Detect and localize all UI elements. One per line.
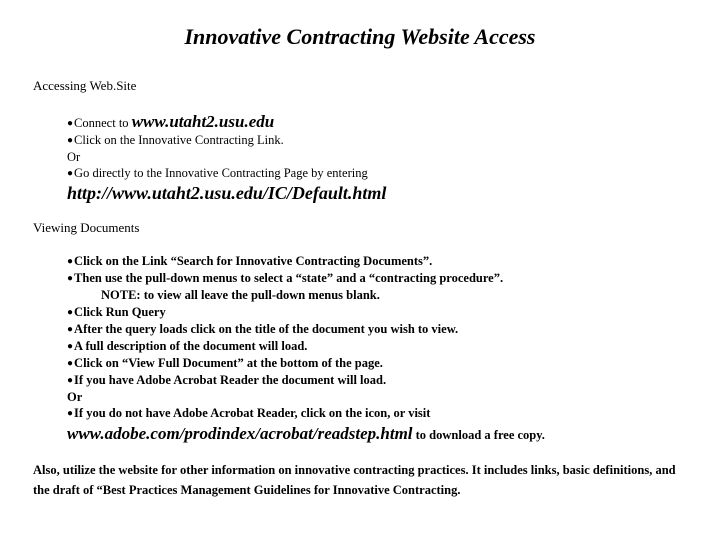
bullet-icon: ● xyxy=(67,358,74,369)
bullet-icon: ● xyxy=(67,341,74,352)
list-item-text: Then use the pull-down menus to select a “state” and a “contracting procedure”. xyxy=(74,271,504,285)
list-item xyxy=(67,373,386,388)
list-item xyxy=(67,406,430,421)
list-item-click-link xyxy=(67,133,284,148)
page-title: Innovative Contracting Website Access xyxy=(184,24,536,49)
adobe-url-link[interactable]: www.adobe.com/prodindex/acrobat/readstep.html xyxy=(67,424,413,443)
list-item xyxy=(67,356,383,371)
list-item-text: A full description of the document will load. xyxy=(74,339,308,353)
list-item xyxy=(67,254,432,269)
list-item-connect xyxy=(67,112,274,132)
list-item-text: Click on the Innovative Contracting Link. xyxy=(74,133,284,147)
list-item xyxy=(67,305,166,320)
connect-url-link[interactable]: www.utaht2.usu.edu xyxy=(131,112,275,131)
bullet-icon: ● xyxy=(67,256,74,267)
adobe-line xyxy=(67,424,545,444)
closing-paragraph: Also, utilize the website for other information on innovative contracting practices. It includes links, basic definitions, and the draft of “Best Practices Management Guidelines for Innovative Contracting. xyxy=(33,463,676,497)
list-item-text: If you do not have Adobe Acrobat Reader, click on the icon, or visit xyxy=(74,406,431,420)
bullet-icon: ● xyxy=(67,324,74,335)
note-text: NOTE: to view all leave the pull-down menus blank. xyxy=(101,288,380,302)
bullet-icon: ● xyxy=(67,273,74,284)
bullet-icon: ● xyxy=(67,168,74,179)
list-item-text: After the query loads click on the title of the document you wish to view. xyxy=(74,322,459,336)
bullet-icon: ● xyxy=(67,375,74,386)
adobe-suffix: to download a free copy. xyxy=(412,428,545,442)
list-item xyxy=(67,271,503,286)
connect-prefix: Connect to xyxy=(74,116,132,130)
list-item-text: Click on the Link “Search for Innovative Contracting Documents”. xyxy=(74,254,433,268)
list-item-text: If you have Adobe Acrobat Reader the document will load. xyxy=(74,373,387,387)
or-text: Or xyxy=(67,150,81,164)
list-item-text: Go directly to the Innovative Contracting Page by entering xyxy=(74,166,368,180)
list-item-text: Click on “View Full Document” at the bottom of the page. xyxy=(74,356,383,370)
or-text: Or xyxy=(67,390,83,404)
list-item-go-directly xyxy=(67,166,368,181)
bullet-icon: ● xyxy=(67,408,74,419)
list-item xyxy=(67,339,307,354)
bullet-icon: ● xyxy=(67,118,74,129)
list-item xyxy=(67,322,458,337)
list-item-text: Click Run Query xyxy=(74,305,166,319)
section-heading-accessing: Accessing Web.Site xyxy=(33,78,137,93)
bullet-icon: ● xyxy=(67,135,74,146)
section-heading-viewing: Viewing Documents xyxy=(33,220,140,235)
bullet-icon: ● xyxy=(67,307,74,318)
direct-url-link[interactable]: http://www.utaht2.usu.edu/IC/Default.html xyxy=(67,183,387,203)
